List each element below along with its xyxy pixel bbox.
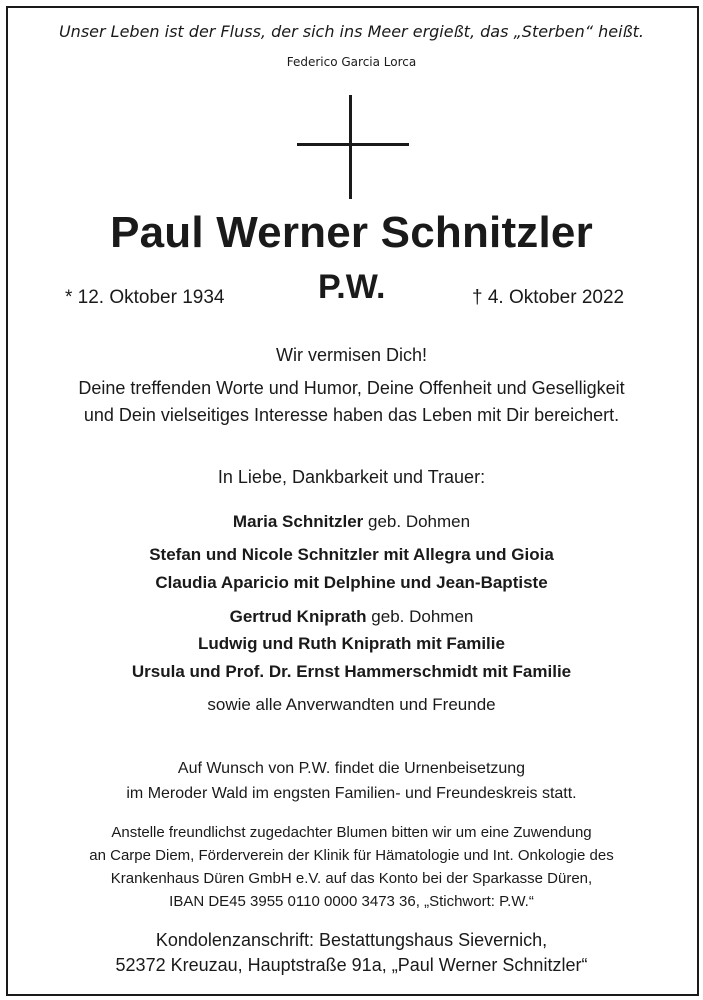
mourner-line: Claudia Aparicio mit Delphine und Jean-Baptiste: [155, 573, 548, 592]
mourner-line: Ludwig und Ruth Kniprath mit Familie: [198, 634, 505, 653]
mourner-line: [0, 607, 703, 627]
mourner-name: Maria Schnitzler: [232, 512, 364, 531]
birth-date: * 12. Oktober 1934: [65, 287, 225, 308]
burial-line-1: Auf Wunsch von P.W. findet die Urnenbeisetzung: [177, 760, 526, 777]
epigraph-quote: Unser Leben ist der Fluss, der sich ins Meer ergießt, das „Sterben“ heißt.: [58, 22, 645, 41]
mourners-intro: In Liebe, Dankbarkeit und Trauer:: [217, 467, 486, 487]
cross-horizontal-bar: [297, 143, 409, 146]
donation-line-2: an Carpe Diem, Förderverein der Klinik für Hämatologie und Int. Onkologie des: [89, 847, 614, 864]
mourner-line: Ursula und Prof. Dr. Ernst Hammerschmidt mit Familie: [131, 662, 572, 681]
mourner-suffix: geb. Dohmen: [366, 607, 474, 626]
donation-line-4: IBAN DE45 3955 0110 0000 3473 36, „Stichwort: P.W.“: [169, 893, 534, 910]
mourner-line: Stefan und Nicole Schnitzler mit Allegra und Gioia: [149, 545, 554, 564]
deceased-name: Paul Werner Schnitzler: [110, 208, 593, 257]
donation-line-1: Anstelle freundlichst zugedachter Blumen bitten wir um eine Zuwendung: [111, 824, 592, 841]
message-line-2: Deine treffenden Worte und Humor, Deine Offenheit und Geselligkeit: [78, 378, 625, 398]
donation-line-3: Krankenhaus Düren GmbH e.V. auf das Konto bei der Sparkasse Düren,: [110, 870, 593, 887]
cross-vertical-bar: [349, 95, 352, 199]
death-date: † 4. Oktober 2022: [472, 287, 625, 308]
condolence-line-2: 52372 Kreuzau, Hauptstraße 91a, „Paul Werner Schnitzler“: [115, 955, 588, 975]
epigraph-author: Federico Garcia Lorca: [286, 55, 417, 69]
mourner-line: [0, 512, 703, 532]
burial-line-2: im Meroder Wald im engsten Familien- und Freundeskreis statt.: [126, 785, 577, 802]
message-line-1: Wir vermisen Dich!: [275, 345, 427, 365]
condolence-line-1: Kondolenzanschrift: Bestattungshaus Sievernich,: [155, 930, 548, 950]
mourners-closing: sowie alle Anverwandten und Freunde: [207, 695, 496, 714]
deceased-initials: P.W.: [318, 268, 386, 306]
mourner-name: Gertrud Kniprath: [229, 607, 367, 626]
mourner-suffix: geb. Dohmen: [363, 512, 471, 531]
message-line-3: und Dein vielseitiges Interesse haben das Leben mit Dir bereichert.: [83, 405, 620, 425]
